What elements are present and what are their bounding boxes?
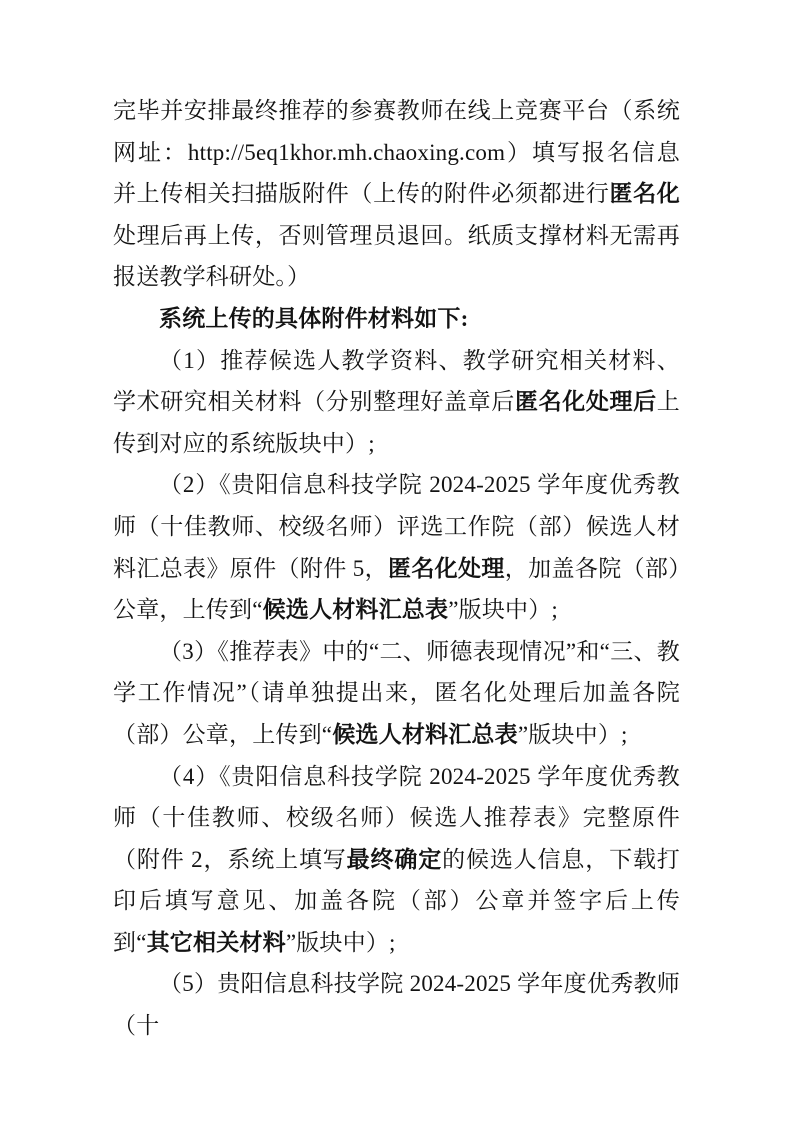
bold-text-run: 候选人材料汇总表: [262, 597, 449, 623]
bold-text-run: 匿名化处理: [387, 555, 505, 581]
bold-text-run: 其它相关材料: [146, 929, 286, 955]
text-run: ，加盖各院（部）公章，上传到“: [113, 555, 680, 623]
bold-text-run: 匿名化处理后: [514, 389, 657, 415]
text-run: （1）推荐候选人教学资料、教学研究相关材料、学术研究相关材料（分别整理好盖章后: [113, 347, 680, 415]
text-run: （3）《推荐表》中的“二、师德表现情况”和“三、教学工作情况”（请单独提出来，匿名化处理后加盖各院（部）公章，上传到“: [113, 638, 680, 747]
document-body: [113, 90, 680, 1047]
text-run: （4）《贵阳信息科技学院 2024-2025 学年度优秀教师（十佳教师、校级名师）候选人推荐表》完整原件（附件 2，系统上填写: [113, 763, 680, 872]
text-run: 处理后再上传，否则管理员退回。纸质支撑材料无需再报送教学科研处。）: [113, 222, 680, 290]
text-run: （2）《贵阳信息科技学院 2024-2025 学年度优秀教师（十佳教师、校级名师）评选工作院（部）候选人材料汇总表》原件（附件 5，: [113, 472, 680, 581]
text-run: 上传到对应的系统版块中）;: [113, 389, 680, 456]
text-run: ”版块中）;: [517, 721, 628, 747]
text-run: （5）贵阳信息科技学院 2024-2025 学年度优秀教师（十: [113, 971, 680, 1039]
text-run: ”版块中）;: [448, 597, 559, 623]
paragraph: [113, 756, 680, 964]
paragraph: [113, 631, 680, 756]
bold-text-run: 匿名化: [609, 181, 681, 207]
paragraph: [113, 464, 680, 630]
text-run: ”版块中）;: [285, 929, 396, 955]
text-run: 的候选人信息，下载打印后填写意见、加盖各院（部）公章并签字后上传到“: [113, 846, 681, 955]
paragraph: [113, 340, 680, 465]
paragraph: [113, 90, 680, 298]
paragraph: [113, 963, 680, 1046]
bold-text-run: 候选人材料汇总表: [332, 721, 518, 747]
text-run: 完毕并安排最终推荐的参赛教师在线上竞赛平台（系统网址：http://5eq1khor.mh.chaoxing.com）填写报名信息并上传相关扫描版附件（上传的附件必须都进行: [113, 98, 680, 207]
section-heading: [113, 298, 680, 340]
bold-text-run: 最终确定: [346, 846, 443, 872]
bold-text-run: 系统上传的具体附件材料如下:: [159, 305, 469, 331]
